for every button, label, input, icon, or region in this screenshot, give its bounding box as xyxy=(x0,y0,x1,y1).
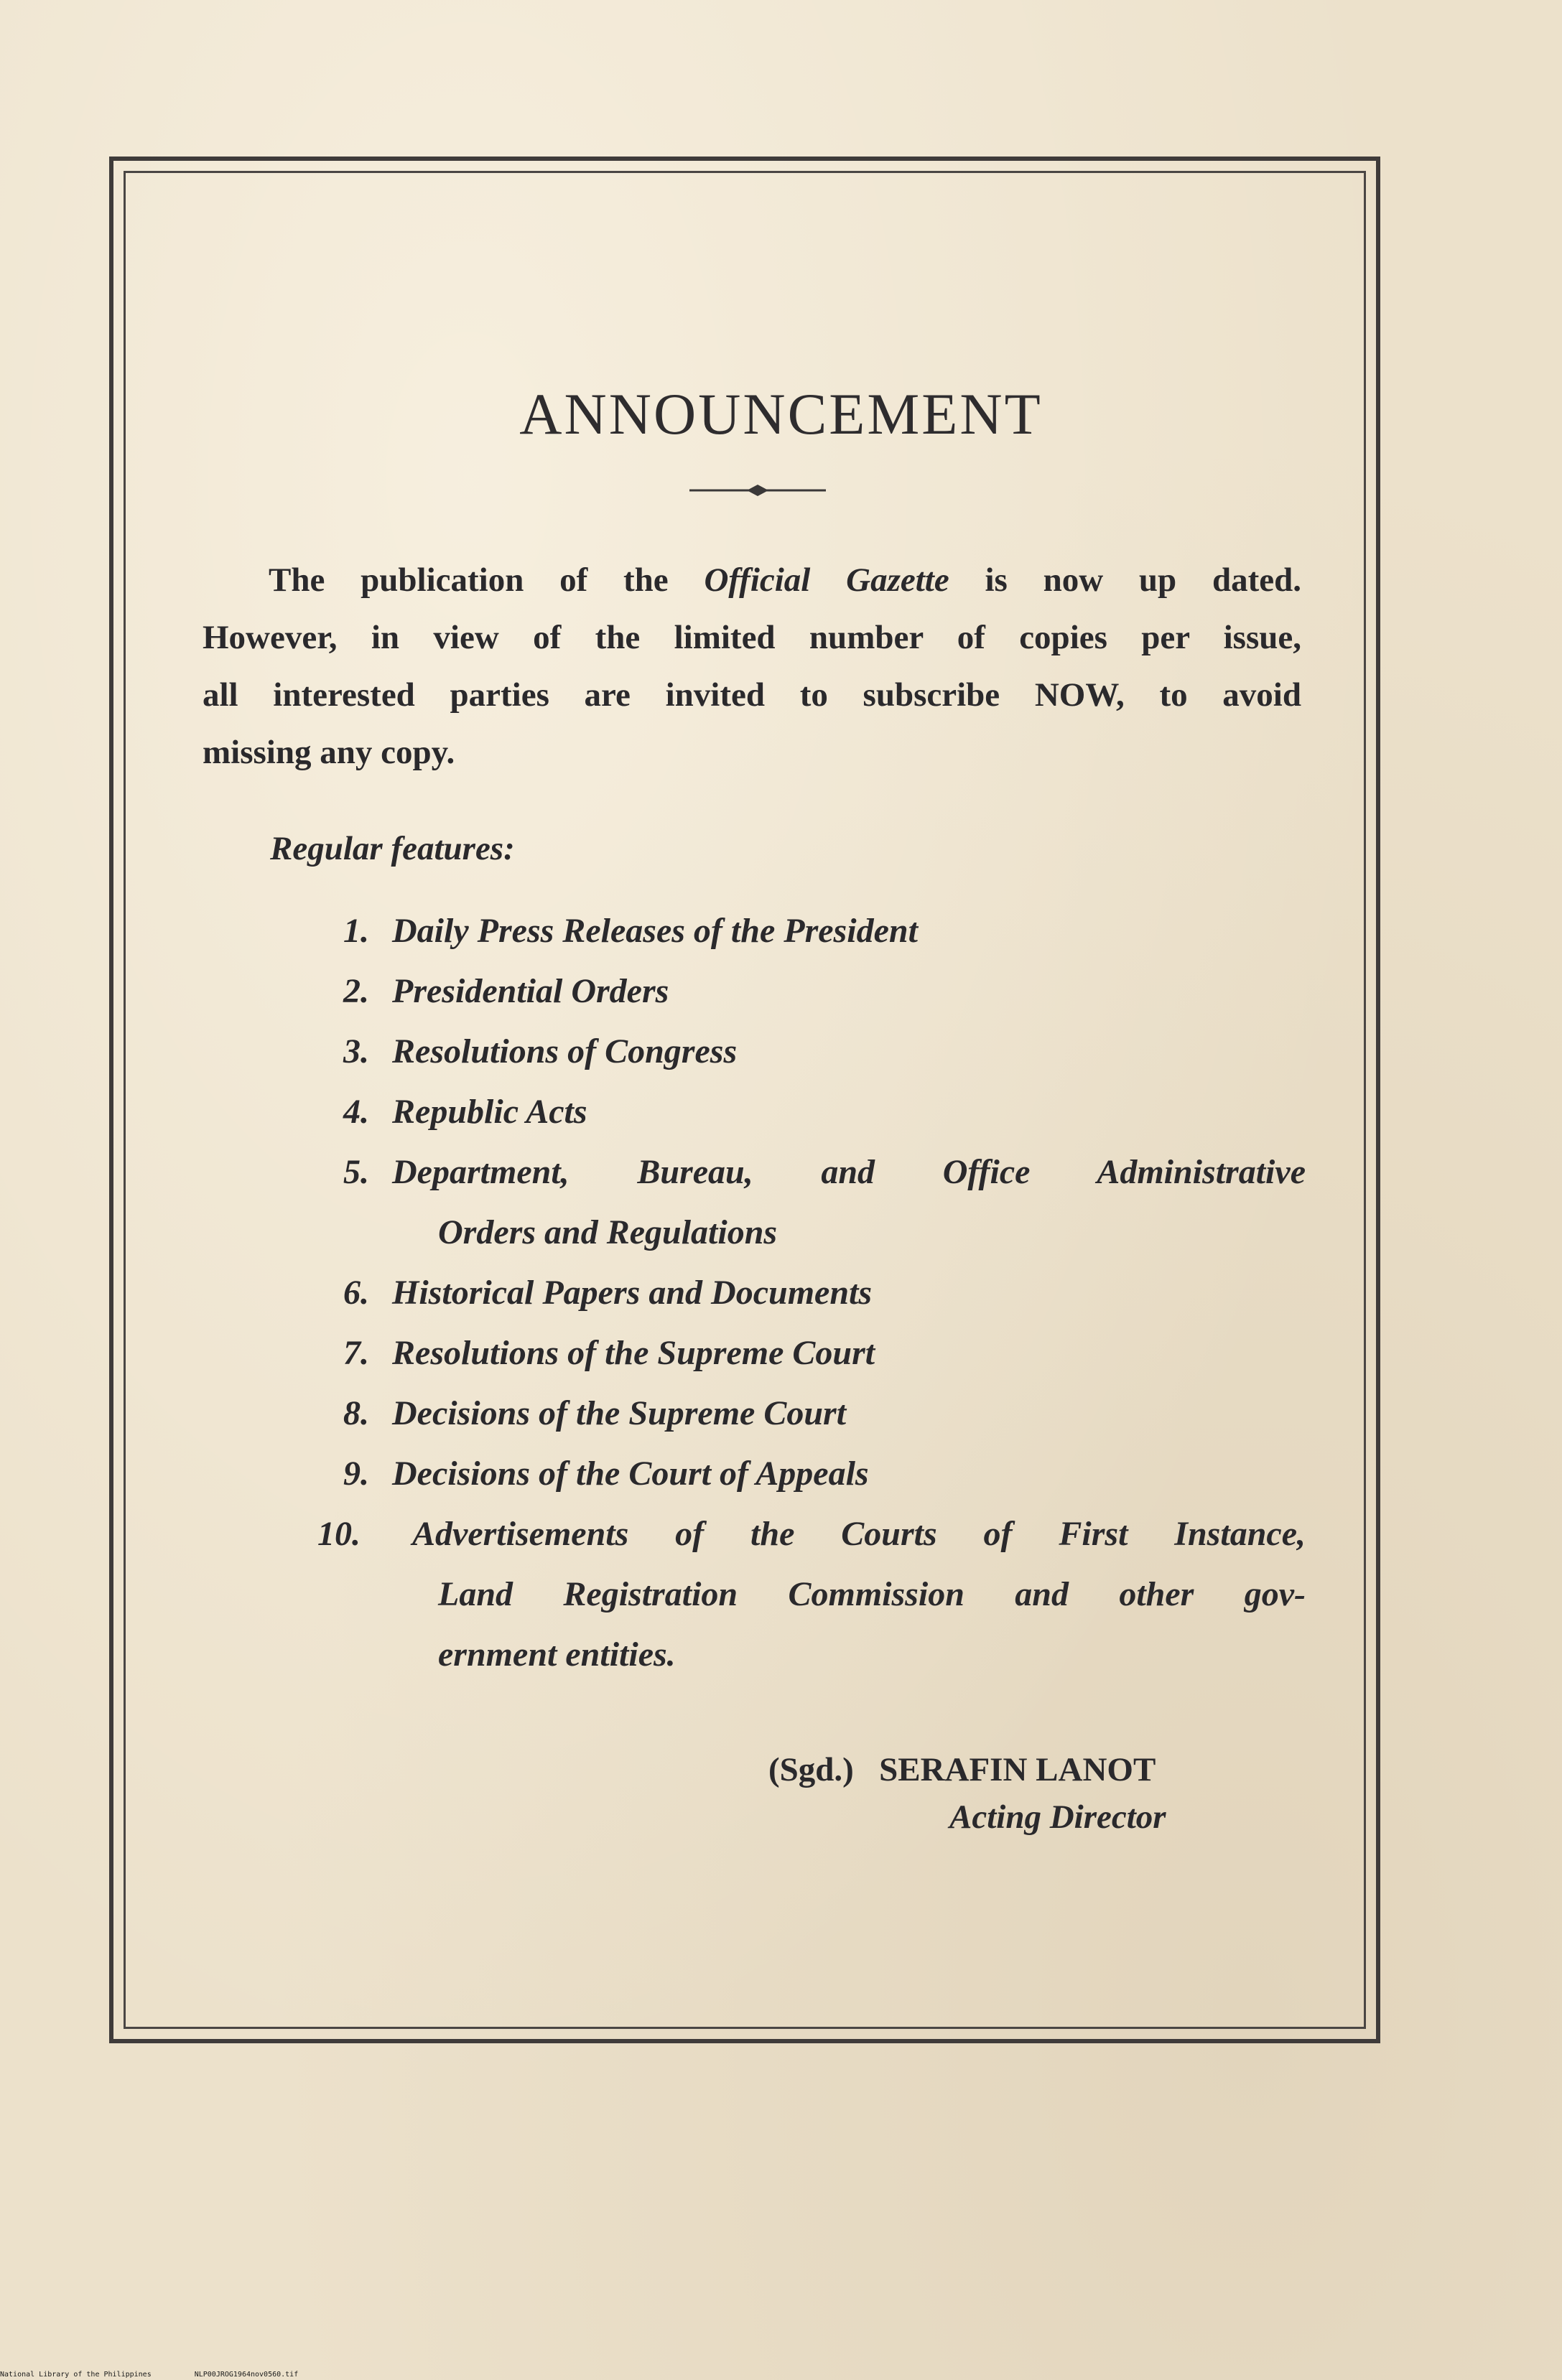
divider-ornament-icon xyxy=(689,482,826,498)
list-item: 1. Daily Press Releases of the President xyxy=(343,912,918,950)
signature-prefix: (Sgd.) xyxy=(768,1751,854,1788)
intro-line-1: The publication of the Official Gazette is now up dated. xyxy=(269,561,1301,599)
list-item: 6. Historical Papers and Documents xyxy=(343,1274,873,1312)
gazette-name: Official Gazette xyxy=(704,561,949,599)
intro-line-4: missing any copy. xyxy=(203,734,455,771)
scan-footer xyxy=(0,2371,341,2379)
list-item: 4. Republic Acts xyxy=(343,1093,587,1131)
library-credit: National Library of the Philippines xyxy=(0,2371,152,2379)
signature-block xyxy=(768,1746,1257,1841)
signatory-role: Acting Director xyxy=(949,1798,1166,1836)
list-item: 5. Department, Bureau, and Office Administrative Orders and Regulations xyxy=(343,1153,1306,1251)
list-item: 3. Resolutions of Congress xyxy=(343,1032,738,1070)
announcement-title: ANNOUNCEMENT xyxy=(519,381,1043,447)
scan-filename: NLP00JROG1964nov0560.tif xyxy=(194,2371,299,2379)
intro-line-2: However, in view of the limited number of copies per issue, xyxy=(203,619,1301,656)
list-item: 8. Decisions of the Supreme Court xyxy=(343,1394,847,1432)
signatory-name: SERAFIN LANOT xyxy=(879,1751,1156,1788)
intro-line-3: all interested parties are invited to subscribe NOW, to avoid xyxy=(203,676,1301,714)
features-heading: Regular features: xyxy=(270,830,515,867)
list-item: 10. Advertisements of the Courts of First Instance, Land Registration Commission and other gov- ernment entities. xyxy=(317,1515,1306,1674)
features-list xyxy=(317,901,1306,1685)
list-item: 7. Resolutions of the Supreme Court xyxy=(343,1334,875,1372)
list-item: 9. Decisions of the Court of Appeals xyxy=(343,1455,869,1493)
list-item: 2. Presidential Orders xyxy=(343,972,669,1010)
intro-paragraph xyxy=(203,551,1301,781)
